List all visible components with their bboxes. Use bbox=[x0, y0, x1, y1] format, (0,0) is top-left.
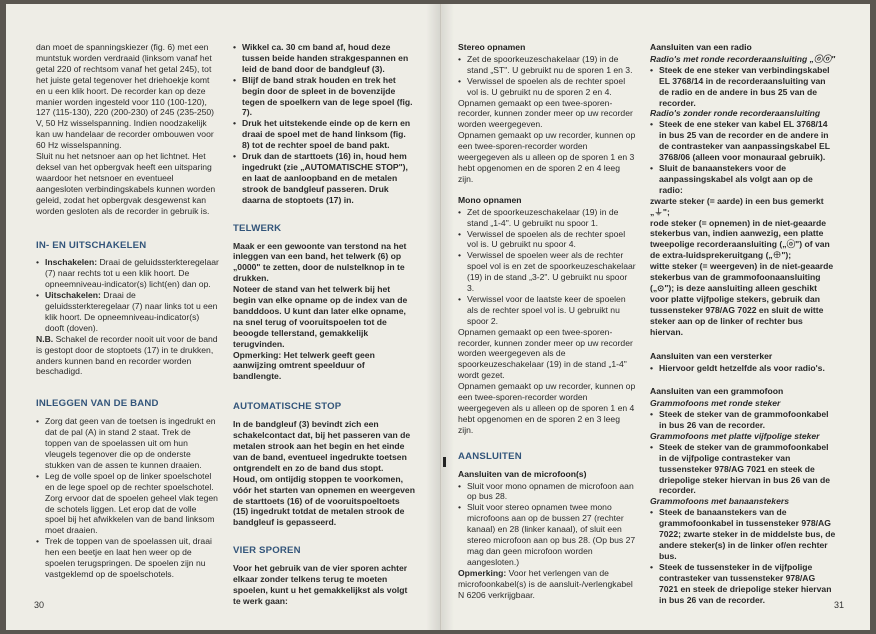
left-column-1 bbox=[36, 42, 219, 580]
stop-paragraph-2: Houd, om ontijdig stoppen te voorkomen, vóór het starten van opnemen en weergeven de starttoets (16) of de vooruitspoeltoets (15) ingedrukt totdat de metalen strook de bandgleuf is gepasseerd. bbox=[233, 473, 415, 528]
list-item: • Zorg dat geen van de toetsen is ingedrukt en dat de pal (A) in stand 2 staat. Trek de toppen van de spoelassen uit om hun vleugels tegenover die op de onderste stukken van de assen te kunnen draaien. bbox=[36, 416, 219, 471]
heading-inleggen-band: INLEGGEN VAN DE BAND bbox=[36, 398, 159, 410]
paragraph-zwarte bbox=[650, 196, 836, 218]
text-witte: steker (= weergeven) in de niet-geaarde stekerbus van de grammofoonaansluiting („⊙"); is deze aansluiting alleen geschikt voor platte vijfpolige stekers, gebruik dan tussensteker 978/AG 7022 en sluit de witte steker aan op de linker of rechter bus hiervan. bbox=[650, 261, 834, 337]
right-page bbox=[440, 4, 870, 630]
left-page bbox=[6, 4, 440, 630]
list-item: • Sluit voor mono opnamen de microfoon aan op bus 28. bbox=[458, 481, 636, 503]
label-zwarte: zwarte bbox=[650, 195, 677, 206]
list-item: • Hiervoor geldt hetzelfde als voor radio's. bbox=[650, 363, 836, 374]
list-item: • Steek de tussensteker in de vijfpolige contrasteker van tussensteker 978/AG 7021 en steek de driepolige steker hiervan in bus 26 van de recorder. bbox=[650, 562, 836, 606]
list-item: • Zet de spoorkeuzeschakelaar (19) in de stand „1-4". U gebruikt nu spoor 1. bbox=[458, 207, 636, 229]
page-number-left: 30 bbox=[34, 600, 45, 610]
list-item: • Druk dan de starttoets (16) in, houd hem ingedrukt (zie „AUTOMATISCHE STOP"), en laat de aanloopband en de metalen strook de bandgleuf passeren. Druk daarna de stoptoets (17) in. bbox=[233, 151, 415, 206]
left-column-2 bbox=[233, 42, 415, 607]
subheading: Radio's zonder ronde recorderaansluiting bbox=[650, 108, 821, 119]
paragraph: Opnamen gemaakt op uw recorder, kunnen op een twee-sporen-recorder worden weergegeven als u alleen op de sporen 1 en 3 hebt opgenomen en de sporen 2 en 4 leeg zijn. bbox=[458, 130, 636, 184]
paragraph: Opnamen gemaakt op een twee-sporen-recorder, kunnen zonder meer op uw recorder worden weergegeven als de spoorkeuzeschakelaar (19) in de stand „1-4" wordt gezet. bbox=[458, 326, 633, 381]
heading-telwerk: TELWERK bbox=[233, 222, 282, 234]
telwerk-paragraph-2: Noteer de stand van het telwerk bij het begin van elke opname op de index van de bandddoos. U kunt dan later elke opname, na snel terug of vooruitspoelen tot de beoogde tellerstand, gemakkelijk terugvinden. bbox=[233, 284, 408, 349]
list-item: • Blijf de band strak houden en trek het begin door de spleet in de bovenzijde tegen de spoelkern van de lege spoel (fig. 7). bbox=[233, 75, 415, 119]
text-inschakelen: Draai de geluidssterkteregelaar (7) naar rechts tot u een klik hoort. De opneemniveau-indicator(s) licht(en) dan op. bbox=[45, 257, 219, 290]
microfoon-note bbox=[458, 568, 636, 601]
list-item-inschakelen bbox=[36, 257, 219, 290]
book-spread bbox=[6, 4, 870, 630]
subheading: Grammofoons met ronde steker bbox=[650, 398, 781, 409]
text-nb: Schakel de recorder nooit uit voor de band is gestopt door de stoptoets (17) in te drukken, anders kunnen band en recorder worden beschadigd. bbox=[36, 333, 218, 377]
list-item: • Druk het uitstekende einde op de kern en draai de spoel met de hand linksom (fig. 8) tot de rechter spoel de band pakt. bbox=[233, 118, 415, 151]
label-opmerking: Opmerking: bbox=[233, 349, 282, 360]
list-item: • Steek de steker van de grammofoonkabel in bus 26 van de recorder. bbox=[650, 409, 836, 431]
label-rode: rode bbox=[650, 217, 669, 228]
book-gutter bbox=[440, 4, 442, 630]
list-item: • Zet de spoorkeuzeschakelaar (19) in de stand „ST". U gebruikt nu de sporen 1 en 3. bbox=[458, 54, 636, 76]
list-item: • Verwissel de spoelen als de rechter spoel vol is. U gebruikt nu de sporen 2 en 4. bbox=[458, 76, 636, 98]
heading-aansluiten: AANSLUITEN bbox=[458, 450, 522, 462]
subheading: Grammofoons met platte vijfpolige steker bbox=[650, 430, 820, 441]
list-item: • Steek de banaanstekers van de grammofoonkabel in tussensteker 978/AG 7022; zwarte steker in de middelste bus, de andere steker(s) in de linker of/en rechter bus. bbox=[650, 507, 836, 562]
list-item-uitschakelen bbox=[36, 290, 219, 334]
text-opmerking: Voor het verlengen van de microfoonkabel(s) is de aansluit-/verlengkabel N 6206 verkrijgbaar. bbox=[458, 567, 633, 600]
right-column-2 bbox=[650, 42, 836, 605]
text-opmerking: Het telwerk geeft geen aanwijzing omtrent speelduur of bandlengte. bbox=[233, 349, 375, 382]
telwerk-note bbox=[233, 350, 415, 383]
telwerk-paragraph: Maak er een gewoonte van terstond na het inleggen van een band, het telwerk (6) op „0000" te zetten, door de nulstelknop in te drukken. bbox=[233, 240, 407, 284]
list-item: • Sluit de banaanstekers voor de aanpassingskabel als volgt aan op de radio: bbox=[650, 163, 836, 196]
heading-stereo-opnamen: Stereo opnamen bbox=[458, 42, 526, 52]
list-item: • Leg de volle spoel op de linker spoelschotel en de lege spoel op de rechter spoelschotel. Zorg ervoor dat de spoelen geheel vlak tegen de schotels liggen. Let erop dat de volle spoel bij het afwikkelen van de band linksom moet draaien. bbox=[36, 471, 219, 536]
label-inschakelen: Inschakelen: bbox=[45, 257, 98, 268]
nb-note bbox=[36, 334, 219, 378]
paragraph-witte bbox=[650, 261, 836, 337]
paragraph-rode bbox=[650, 218, 836, 262]
list-item: • Wikkel ca. 30 cm band af, houd deze tussen beide handen strakgespannen en leid de band door de bandgleuf (3). bbox=[233, 42, 415, 75]
list-item: • Steek de steker van de grammofoonkabel in de vijfpolige contrasteker van tussensteker 978/AG 7021 en steek de driepolige steker hiervan in bus 26 van de recorder. bbox=[650, 442, 836, 497]
text-rode: steker (= opnemen) in de niet-geaarde stekerbus van, indien aanwezig, een platte tweepolige recorderaansluiting („ⓞ") of van de extra-luidsprekeruitgang („⊕"); bbox=[650, 217, 830, 261]
label-uitschakelen: Uitschakelen: bbox=[45, 290, 101, 301]
heading-aansluiten-radio: Aansluiten van een radio bbox=[650, 42, 752, 52]
list-item: • Trek de toppen van de spoelassen uit, draai hen een beetje en laat hen weer op de spoelen terugspringen. De spoelen zijn nu vastgeklemd op de spoelschotels. bbox=[36, 536, 219, 580]
stop-paragraph: In de bandgleuf (3) bevindt zich een schakelcontact dat, bij het passeren van de metalen strook aan het begin en het einde van de band, eventueel ingedrukte toetsen ontgrendelt en zo de band dus stopt. bbox=[233, 419, 411, 473]
heading-vier-sporen: VIER SPOREN bbox=[233, 545, 301, 557]
right-column-1 bbox=[458, 42, 636, 601]
label-opmerking: Opmerking: bbox=[458, 567, 507, 578]
text-uitschakelen: Draai de geluidssterkteregelaar (7) naar links tot u een klik hoort. De opneemniveau-indicator(s) dooft (doven). bbox=[45, 290, 218, 333]
subheading: Radio's met ronde recorderaansluiting „ⓞⓞ" bbox=[650, 53, 836, 64]
intro-paragraph-2: Sluit nu het netsnoer aan op het lichtnet. Het deksel van het opbergvak heeft een uitsparing waardoor het netsnoer en eventueel aangesloten verbindingskabels kunnen worden geleid, zodat het opbergvak desgewenst kan worden gesloten als de recorder in gebruik is. bbox=[36, 151, 216, 216]
label-nb: N.B. bbox=[36, 333, 54, 344]
list-item: • Verwissel voor de laatste keer de spoelen als de rechter spoel vol is. U gebruikt nu spoor 2. bbox=[458, 294, 636, 327]
list-item: • Steek de ene steker van kabel EL 3768/14 in bus 25 van de recorder en de andere in de contrasteker van aanpassingskabel EL 3768/06 (alleen voor monauraal gebruik). bbox=[650, 119, 836, 163]
label-witte: witte bbox=[650, 261, 670, 272]
heading-aansluiten-versterker: Aansluiten van een versterker bbox=[650, 351, 773, 362]
paragraph: Opnamen gemaakt op uw recorder, kunnen op een twee-sporen-recorder worden weergegeven als u alleen op de sporen 1 en 4 hebt opgenomen en de sporen 2 en 3 leeg zijn. bbox=[458, 381, 636, 435]
vier-sporen-paragraph: Voor het gebruik van de vier sporen achter elkaar zonder telkens terug te moeten spoelen, kunt u het gemakkelijkst als volgt te werk gaan: bbox=[233, 563, 408, 606]
heading-in-uitschakelen: IN- EN UITSCHAKELEN bbox=[36, 239, 147, 251]
heading-aansluiten-grammofoon: Aansluiten van een grammofoon bbox=[650, 386, 784, 397]
subheading: Grammofoons met banaanstekers bbox=[650, 496, 789, 507]
list-item: • Sluit voor stereo opnamen twee mono microfoons aan op de bussen 27 (rechter kanaal) en 28 (linker kanaal), of sluit een stereo microfoon aan op bus 28. (Op bus 27 mag dan geen microfoon worden aangesloten.) bbox=[458, 502, 636, 567]
intro-paragraph: dan moet de spanningskiezer (fig. 6) met een muntstuk worden verdraaid (linksom vanaf het getal 220 of rechtsom vanaf het getal 245), tot het juiste getal tegenover het driehoekje komt en u een klik hoort. De recorder kan op deze manier worden ingesteld voor 110 (100-120), 127 (115-130), 220 (200-230) of 245 (235-250) V, 50 Hz wisselspanning. Indien noodzakelijk kan uw handelaar de recorder ombouwen voor 60 Hz wisselspanning. bbox=[36, 42, 215, 151]
text-zwarte: steker (= aarde) in een bus gemerkt „⏚"; bbox=[650, 195, 824, 217]
page-number-right: 31 bbox=[833, 600, 844, 610]
paragraph: Opnamen gemaakt op een twee-sporen-recorder, kunnen zonder meer op uw recorder worden weergegeven. bbox=[458, 97, 633, 130]
binding-mark bbox=[443, 457, 446, 467]
list-item: • Steek de ene steker van verbindingskabel EL 3768/14 in de recorderaansluiting van de radio en de andere in bus 25 van de recorder. bbox=[650, 65, 836, 109]
heading-automatische-stop: AUTOMATISCHE STOP bbox=[233, 401, 342, 413]
list-item: • Verwissel de spoelen weer als de rechter spoel vol is en zet de spoorkeuzeschakelaar (19) in de stand „3-2". U gebruikt nu spoor 3. bbox=[458, 250, 636, 294]
list-item: • Verwissel de spoelen als de rechter spoel vol is. U gebruikt nu spoor 4. bbox=[458, 229, 636, 251]
heading-mono-opnamen: Mono opnamen bbox=[458, 194, 522, 205]
heading-microfoon: Aansluiten van de microfoon(s) bbox=[458, 468, 587, 479]
